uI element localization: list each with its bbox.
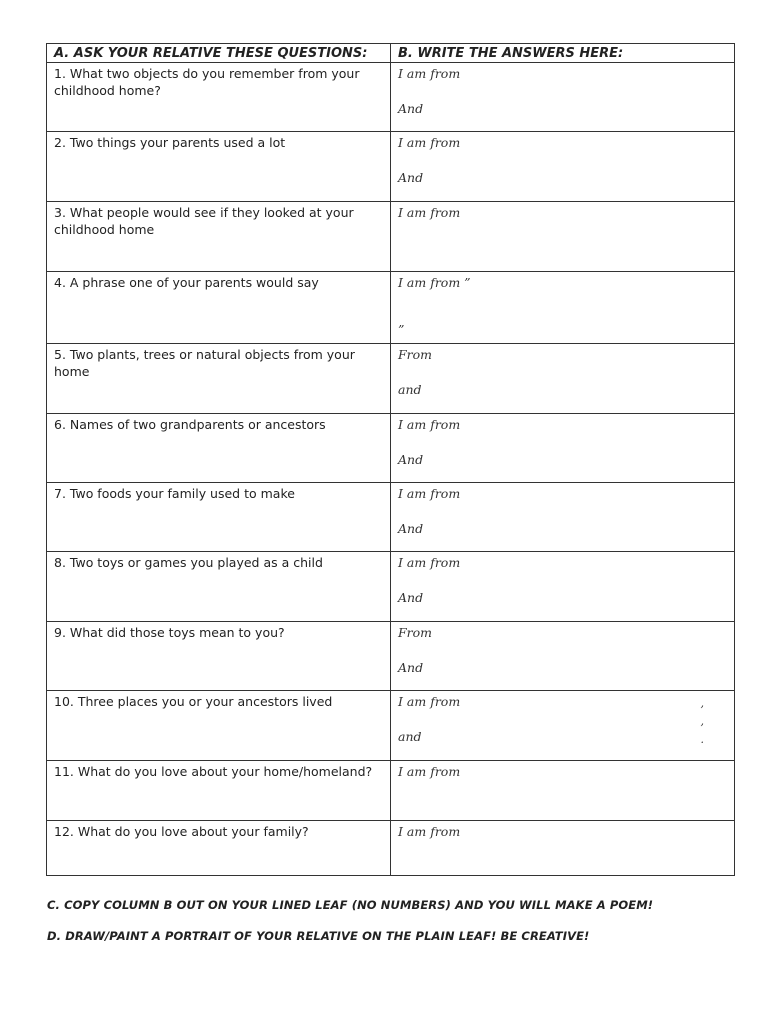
table-header-row xyxy=(47,44,735,63)
answer-line-1: I am from xyxy=(398,417,461,432)
answer-line-2: And xyxy=(398,590,424,605)
answer-cell[interactable] xyxy=(391,202,735,272)
answer-line-2: And xyxy=(398,452,424,467)
question-cell: 5. Two plants, trees or natural objects from your home xyxy=(47,344,391,414)
table-row xyxy=(47,483,735,552)
question-cell: 8. Two toys or games you played as a child xyxy=(47,552,391,622)
answer-cell[interactable] xyxy=(391,622,735,691)
answer-line-1: I am from xyxy=(398,135,461,150)
answer-line-2: and xyxy=(398,729,422,744)
table-row xyxy=(47,202,735,272)
answer-cell[interactable] xyxy=(391,344,735,414)
worksheet xyxy=(46,43,734,876)
table-row xyxy=(47,821,735,876)
table-row xyxy=(47,691,735,761)
table-row xyxy=(47,344,735,414)
answer-line-1: I am from xyxy=(398,486,461,501)
answer-line-1: I am from ” xyxy=(398,275,471,290)
question-cell: 3. What people would see if they looked at your childhood home xyxy=(47,202,391,272)
table-row xyxy=(47,272,735,344)
answer-line-1: I am from xyxy=(398,555,461,570)
question-cell: 2. Two things your parents used a lot xyxy=(47,132,391,202)
column-b-header: B. WRITE THE ANSWERS HERE: xyxy=(391,44,735,63)
table-row xyxy=(47,761,735,821)
answer-line-2: And xyxy=(398,521,424,536)
answer-line-1: I am from xyxy=(398,205,461,220)
answer-cell[interactable] xyxy=(391,761,735,821)
answer-line-2: And xyxy=(398,660,424,675)
question-cell: 11. What do you love about your home/homeland? xyxy=(47,761,391,821)
question-cell: 4. A phrase one of your parents would say xyxy=(47,272,391,344)
answer-line-1: From xyxy=(398,625,433,640)
answer-cell[interactable] xyxy=(391,552,735,622)
answer-cell[interactable] xyxy=(391,691,735,761)
answer-line-2: And xyxy=(398,170,424,185)
table-row xyxy=(47,132,735,202)
answer-line-1: I am from xyxy=(398,66,461,81)
answer-cell[interactable] xyxy=(391,414,735,483)
answer-line-1: I am from xyxy=(398,824,461,839)
answer-cell[interactable] xyxy=(391,483,735,552)
answer-line-2: ” xyxy=(398,322,405,337)
punctuation-marks xyxy=(692,695,704,749)
table-row xyxy=(47,414,735,483)
table-row xyxy=(47,63,735,132)
instruction-c: C. COPY COLUMN B OUT ON YOUR LINED LEAF (NO NUMBERS) AND YOU WILL MAKE A POEM! xyxy=(47,898,654,912)
column-a-header: A. ASK YOUR RELATIVE THESE QUESTIONS: xyxy=(47,44,391,63)
period-mark: . xyxy=(700,733,704,746)
question-cell: 6. Names of two grandparents or ancestors xyxy=(47,414,391,483)
question-cell: 12. What do you love about your family? xyxy=(47,821,391,876)
answer-cell[interactable] xyxy=(391,272,735,344)
question-cell: 10. Three places you or your ancestors lived xyxy=(47,691,391,761)
comma-mark: , xyxy=(700,715,704,728)
answer-line-1: From xyxy=(398,347,433,362)
table-row xyxy=(47,552,735,622)
answer-line-1: I am from xyxy=(398,694,461,709)
question-answer-table xyxy=(46,43,735,876)
answer-cell[interactable] xyxy=(391,132,735,202)
answer-line-2: and xyxy=(398,382,422,397)
instruction-d: D. DRAW/PAINT A PORTRAIT OF YOUR RELATIVE ON THE PLAIN LEAF! BE CREATIVE! xyxy=(47,929,590,943)
question-cell: 7. Two foods your family used to make xyxy=(47,483,391,552)
answer-line-2: And xyxy=(398,101,424,116)
answer-cell[interactable] xyxy=(391,63,735,132)
question-cell: 9. What did those toys mean to you? xyxy=(47,622,391,691)
comma-mark: , xyxy=(700,697,704,710)
answer-cell[interactable] xyxy=(391,821,735,876)
table-row xyxy=(47,622,735,691)
question-cell: 1. What two objects do you remember from your childhood home? xyxy=(47,63,391,132)
answer-line-1: I am from xyxy=(398,764,461,779)
